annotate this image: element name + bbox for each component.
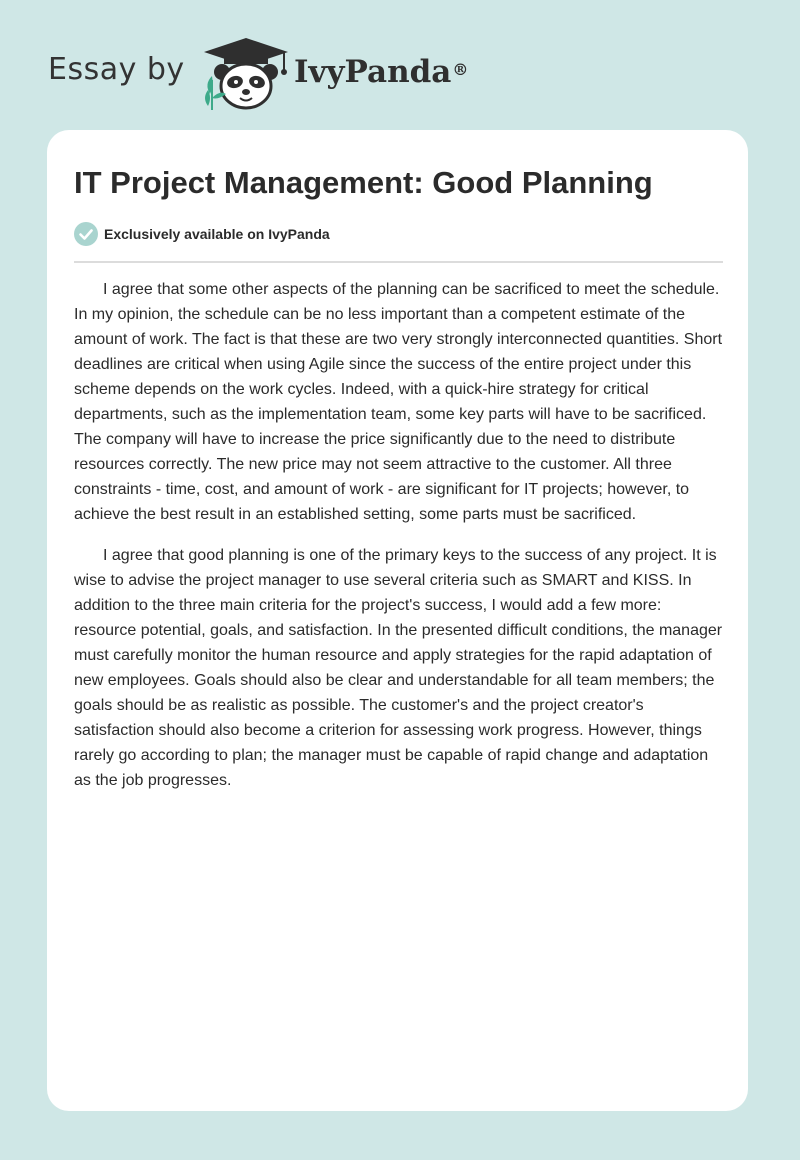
registered-mark: ®: [452, 60, 469, 79]
essay-body: [74, 277, 726, 809]
essay-by-label: Essay by: [48, 52, 185, 87]
badge-text: Exclusively available on IvyPanda: [104, 226, 330, 242]
paragraph: I agree that some other aspects of the planning can be sacrificed to meet the schedule. In my opinion, the schedule can be no less important than a competent estimate of the amount of work. The fact is that these are two very strongly interconnected quantities. Short deadlines are critical when using Agile since the success of the entire project under this scheme depends on the work cycles. Indeed, with a quick-hire strategy for critical departments, such as the implementation team, some key parts will have to be sacrificed. The company will have to increase the price significantly due to the need to distribute resources correctly. The new price may not seem attractive to the customer. All three constraints - time, cost, and amount of work - are significant for IT projects; however, to achieve the best result in an established setting, some parts must be sacrificed.: [74, 281, 723, 523]
panda-graduate-icon[interactable]: [200, 36, 292, 112]
brand-name[interactable]: [294, 52, 468, 92]
page-title: IT Project Management: Good Planning: [74, 165, 653, 200]
brand-name-text: IvyPanda: [294, 54, 452, 90]
check-circle-icon: [74, 222, 98, 246]
divider: [74, 261, 723, 263]
exclusive-badge: [74, 222, 330, 246]
paragraph: I agree that good planning is one of the primary keys to the success of any project. It is wise to advise the project manager to use several criteria such as SMART and KISS. In addition to the three main criteria for the project's success, I would add a few more: resource potential, goals, and satisfaction. In the presented difficult conditions, the manager must carefully monitor the human resource and apply strategies for the rapid adaptation of new employees. Goals should also be clear and understandable for all team members; the goals should be as realistic as possible. The customer's and the project creator's satisfaction should also become a criterion for assessing work progress. However, things rarely go according to plan; the manager must be capable of rapid change and adaptation as the job progresses.: [74, 547, 723, 789]
site-header: [0, 0, 800, 130]
essay-card: [47, 130, 748, 1111]
